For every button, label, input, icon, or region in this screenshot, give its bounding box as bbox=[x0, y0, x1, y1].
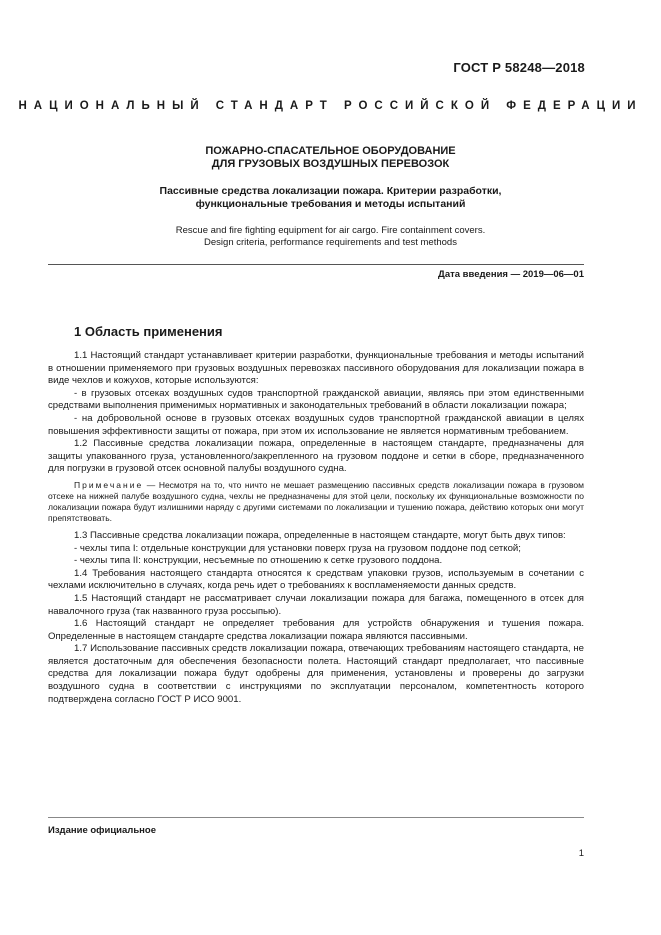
main-title-line-1: ПОЖАРНО-СПАСАТЕЛЬНОЕ ОБОРУДОВАНИЕ bbox=[205, 145, 456, 157]
introduction-date: Дата введения — 2019—06—01 bbox=[438, 269, 584, 280]
paragraph-1-1: 1.1 Настоящий стандарт устанавливает критерии разработки, функциональные требования и методы испытаний в отношении применяемого при грузовых воздушных перевозках пассивного оборудования для локализации пожара в виде чехлов и кожухов, которые используются: bbox=[48, 350, 584, 387]
subtitle bbox=[0, 185, 661, 211]
list-item-1-1-a: - в грузовых отсеках воздушных судов транспортной гражданской авиации, являясь при этом единственными средствами выполнения применимых нормативных и законодательных требований в области локализации пожара; bbox=[48, 387, 584, 412]
english-title-line-2: Design criteria, performance requirements and test methods bbox=[204, 237, 457, 248]
page-number: 1 bbox=[578, 848, 584, 859]
subtitle-line-2: функциональные требования и методы испытаний bbox=[195, 198, 466, 210]
gost-code: ГОСТ Р 58248—2018 bbox=[453, 60, 585, 75]
main-title-line-2: ДЛЯ ГРУЗОВЫХ ВОЗДУШНЫХ ПЕРЕВОЗОК bbox=[211, 158, 450, 170]
edition-label: Издание официальное bbox=[48, 825, 156, 836]
main-title bbox=[0, 145, 661, 171]
section-heading: 1 Область применения bbox=[74, 324, 223, 339]
note-text: — Несмотря на то, что ничто не мешает размещению пассивных средств локализации пожара в грузовом отсеке на нижней палубе воздушного судна, чехлы не предназначены для этой цели, поскольку их функциональные возможности по локализации пожара будут излишними наряду с другими системами по локализации и тушению пожара, действию которых они могут препятствовать. bbox=[48, 479, 584, 523]
paragraph-1-6: 1.6 Настоящий стандарт не определяет требования для устройств обнаружения и тушения пожара. Определенные в настоящем стандарте средства локализации пожара являются пассивными. bbox=[48, 618, 584, 642]
list-item-1-1-b: - на добровольной основе в грузовых отсеках воздушных судов транспортной гражданской авиации в целях повышения эффективности защиты от пожара, при этом их использование не является нормативным требованием. bbox=[48, 412, 584, 437]
subtitle-line-1: Пассивные средства локализации пожара. Критерии разработки, bbox=[159, 185, 502, 197]
list-item-1-3-b: - чехлы типа II: конструкции, несъемные по отношению к сетке грузового поддона. bbox=[74, 555, 443, 567]
english-title bbox=[0, 225, 661, 249]
divider-bottom bbox=[48, 817, 584, 818]
note-label: Примечание bbox=[74, 479, 144, 490]
list-item-1-3-a: - чехлы типа I: отдельные конструкции для установки поверх груза на грузовом поддоне под сеткой; bbox=[74, 542, 521, 554]
paragraph-1-3: 1.3 Пассивные средства локализации пожара, определенные в настоящем стандарте, могут быть двух типов: bbox=[74, 529, 566, 541]
paragraph-1-5: 1.5 Настоящий стандарт не рассматривает случаи локализации пожара для багажа, помещенного в отсек для навалочного груза (так названного груза россыпью). bbox=[48, 592, 584, 617]
english-title-line-1: Rescue and fire fighting equipment for air cargo. Fire containment covers. bbox=[175, 225, 486, 236]
note bbox=[48, 480, 584, 524]
standard-title: НАЦИОНАЛЬНЫЙ СТАНДАРТ РОССИЙСКОЙ ФЕДЕРАЦИИ bbox=[18, 100, 643, 112]
paragraph-1-2: 1.2 Пассивные средства локализации пожара, определенные в настоящем стандарте, предназначены для защиты упакованного груза, установленного/закрепленного на грузовом поддоне и сетки в сборе, предназначенного для погрузки в грузовой отсек основной палубы воздушного судна. bbox=[48, 438, 584, 475]
paragraph-1-4: 1.4 Требования настоящего стандарта относятся к средствам упаковки грузов, используемым в сочетании с чехлами исключительно в случаях, когда речь идет о требованиях к воспламеняемости данных средств. bbox=[48, 567, 584, 592]
section-body bbox=[48, 350, 584, 706]
paragraph-1-7: 1.7 Использование пассивных средств локализации пожара, отвечающих требованиям настоящего стандарта, не является достаточным для обеспечения безопасности полета. Настоящий стандарт предполагает, что пассивные средства для локализации пожара будут одобрены для применения, установлены и проверены до загрузки воздушного судна в соответствии с инструкциями по эксплуатации персоналом, компетентность которого подтверждена согласно ГОСТ Р ИСО 9001. bbox=[48, 643, 584, 705]
divider-top bbox=[48, 264, 584, 265]
